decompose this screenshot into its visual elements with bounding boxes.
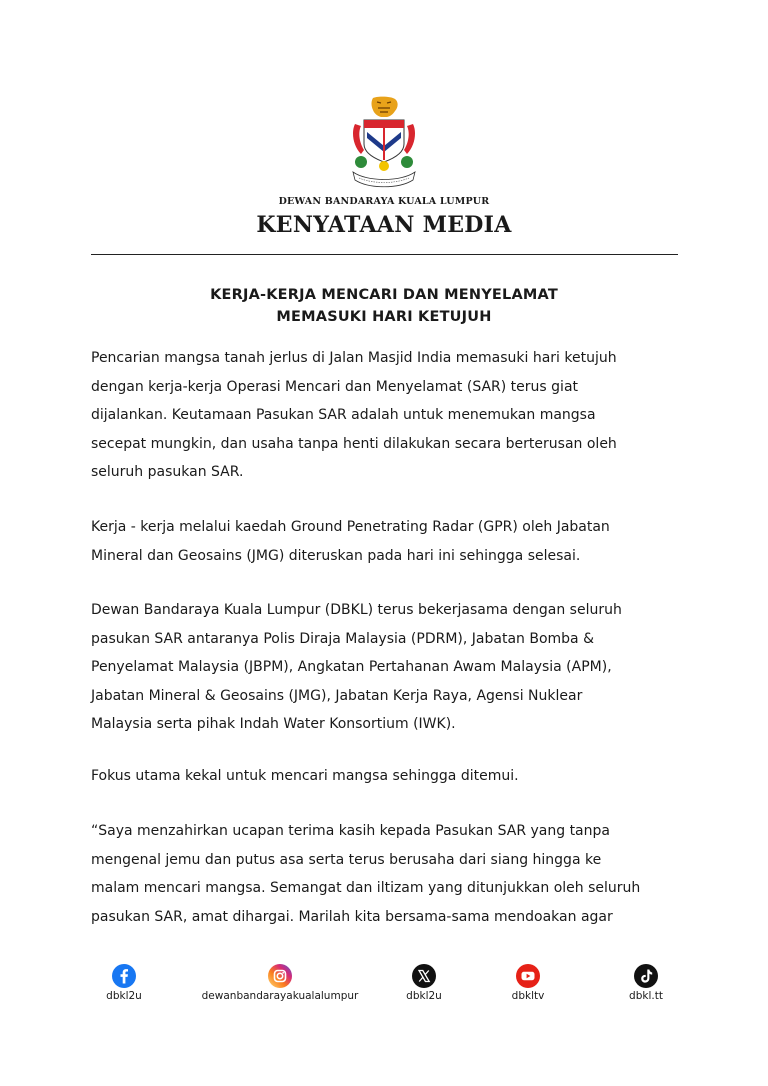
paragraph-line: Jabatan Mineral & Geosains (JMG), Jabatan Kerja Raya, Agensi Nuklear bbox=[91, 687, 583, 704]
social-handle: dbkltv bbox=[511, 990, 545, 1002]
dbkl-crest-logo bbox=[347, 96, 421, 192]
paragraph-line: pasukan SAR antaranya Polis Diraja Malaysia (PDRM), Jabatan Bomba & bbox=[91, 630, 594, 647]
social-handle: dbkl2u bbox=[106, 990, 142, 1002]
paragraph-line: Kerja - kerja melalui kaedah Ground Penetrating Radar (GPR) oleh Jabatan bbox=[91, 519, 610, 535]
social-handle: dewanbandarayakualalumpur bbox=[201, 990, 359, 1002]
paragraph-line: dijalankan. Keutamaan Pasukan SAR adalah untuk menemukan mangsa bbox=[91, 407, 596, 423]
paragraph-2 bbox=[91, 513, 677, 570]
social-instagram[interactable] bbox=[200, 964, 360, 1002]
paragraph-1 bbox=[91, 344, 677, 487]
paragraph-5 bbox=[91, 817, 677, 931]
paragraph-line: Malaysia serta pihak Indah Water Konsortium (IWK). bbox=[91, 716, 456, 732]
organization-name: DEWAN BANDARAYA KUALA LUMPUR bbox=[278, 196, 490, 207]
paragraph-line: secepat mungkin, dan usaha tanpa henti dilakukan secara berterusan oleh bbox=[91, 435, 617, 452]
social-facebook[interactable] bbox=[84, 964, 164, 1002]
facebook-icon bbox=[112, 964, 136, 988]
paragraph-line: Fokus utama kekal untuk mencari mangsa sehingga ditemui. bbox=[91, 768, 519, 784]
paragraph-4 bbox=[91, 762, 677, 791]
tiktok-icon bbox=[634, 964, 658, 988]
paragraph-line: dengan kerja-kerja Operasi Mencari dan Menyelamat (SAR) terus giat bbox=[91, 378, 579, 395]
social-handle: dbkl.tt bbox=[629, 990, 663, 1002]
social-x[interactable] bbox=[384, 964, 464, 1002]
paragraph-line: malam mencari mangsa. Semangat dan iltizam yang ditunjukkan oleh seluruh bbox=[91, 880, 641, 896]
press-title-line-2: MEMASUKI HARI KETUJUH bbox=[276, 309, 492, 325]
paragraph-line: Penyelamat Malaysia (JBPM), Angkatan Pertahanan Awam Malaysia (APM), bbox=[91, 659, 612, 675]
social-youtube[interactable] bbox=[488, 964, 568, 1002]
paragraph-3 bbox=[91, 596, 677, 739]
paragraph-line: Mineral dan Geosains (JMG) diteruskan pada hari ini sehingga selesai. bbox=[91, 547, 581, 564]
paragraph-line: seluruh pasukan SAR. bbox=[91, 464, 244, 480]
paragraph-line: “Saya menzahirkan ucapan terima kasih kepada Pasukan SAR yang tanpa bbox=[91, 823, 610, 839]
youtube-icon bbox=[516, 964, 540, 988]
social-tiktok[interactable] bbox=[606, 964, 686, 1002]
paragraph-line: Dewan Bandaraya Kuala Lumpur (DBKL) terus bekerjasama dengan seluruh bbox=[91, 602, 622, 618]
press-title-line-1: KERJA-KERJA MENCARI DAN MENYELAMAT bbox=[210, 287, 558, 303]
x-icon bbox=[412, 964, 436, 988]
instagram-icon bbox=[268, 964, 292, 988]
paragraph-line: pasukan SAR, amat dihargai. Marilah kita bersama-sama mendoakan agar bbox=[91, 908, 613, 925]
paragraph-line: mengenal jemu dan putus asa serta terus berusaha dari siang hingga ke bbox=[91, 851, 602, 868]
document-type-heading: KENYATAAN MEDIA bbox=[256, 212, 512, 238]
social-handle: dbkl2u bbox=[406, 990, 442, 1002]
paragraph-line: Pencarian mangsa tanah jerlus di Jalan Masjid India memasuki hari ketujuh bbox=[91, 350, 617, 366]
header-divider bbox=[91, 254, 678, 255]
